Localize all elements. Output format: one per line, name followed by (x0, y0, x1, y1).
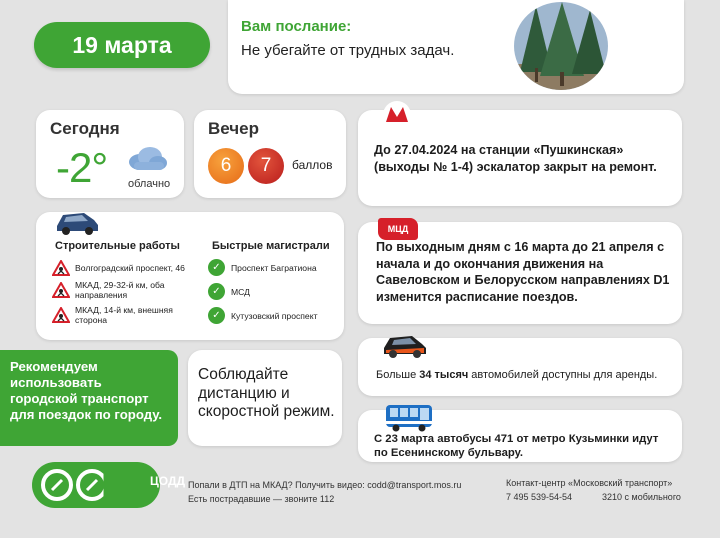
today-weather-card (36, 110, 184, 198)
scores-unit: баллов (292, 158, 333, 172)
roadwork-icon (52, 260, 70, 276)
roadwork-item (52, 260, 202, 276)
carsharing-post: автомобилей доступны для аренды. (468, 369, 658, 381)
date-badge: 19 марта (34, 22, 210, 68)
bus-icon (384, 402, 434, 432)
today-title: Сегодня (50, 119, 120, 138)
distance-card (188, 350, 342, 446)
highway-item (208, 283, 250, 300)
message-title: Вам послание: (241, 18, 352, 35)
codd-logo-icon (38, 466, 142, 504)
weather-condition: облачно (128, 178, 171, 190)
roadwork-icon (52, 307, 70, 323)
accident-line: Попали в ДТП на МКАД? Получить видео: codd@transport.mos.ru (188, 480, 462, 490)
tree-photo (514, 2, 608, 90)
highways-title: Быстрые магистрали (212, 240, 330, 252)
carsharing-text (376, 369, 657, 381)
highway-item (208, 259, 317, 276)
mcd-badge-label: МЦД (387, 224, 409, 234)
roadwork-label: Волгоградский проспект, 46 (75, 263, 185, 273)
bus-news-text: С 23 марта автобусы 471 от метро Кузьминки идут по Есенинскому бульвару. (374, 433, 659, 459)
car-icon (380, 328, 428, 360)
check-icon: ✓ (208, 283, 225, 300)
highway-item (208, 307, 318, 324)
roadwork-icon (52, 282, 70, 298)
contact-mobile: 3210 с мобильного (602, 492, 681, 502)
cloud-icon (126, 144, 168, 172)
logo-text: ЦОДД (150, 474, 186, 488)
highway-label: Кутузовский проспект (231, 310, 318, 321)
roadwork-item (52, 280, 202, 300)
evening-title: Вечер (208, 119, 260, 138)
traffic-score-1: 6 (208, 148, 244, 184)
metro-icon (382, 100, 412, 130)
footer (0, 462, 720, 538)
metro-news-text: До 27.04.2024 на станции «Пушкинская» (выходы № 1-4) эскалатор закрыт на ремонт. (374, 143, 657, 174)
message-text: Не убегайте от трудных задач. (241, 42, 455, 59)
check-icon: ✓ (208, 259, 225, 276)
carsharing-count: 34 тысяч (419, 369, 469, 381)
works-title: Строительные работы (55, 240, 180, 252)
roads-car-icon (54, 206, 100, 236)
contact-title: Контакт-центр «Московский транспорт» (506, 478, 673, 488)
recommend-banner: Рекомендуем использовать городской транспорт для поездок по городу. (0, 350, 178, 446)
message-card (228, 0, 684, 94)
mcd-news-text: По выходным дням с 16 марта до 21 апреля с начала и до окончания движения на Савеловском и Белорусском направлениях D1 изменится расписание поездов. (376, 240, 670, 304)
injured-line: Есть пострадавшие — звоните 112 (188, 494, 335, 504)
evening-traffic-card (194, 110, 346, 198)
mcd-icon (378, 218, 418, 240)
traffic-score-2: 7 (248, 148, 284, 184)
carsharing-pre: Больше (376, 369, 420, 381)
highway-label: Проспект Багратиона (231, 262, 317, 273)
check-icon: ✓ (208, 307, 225, 324)
temperature: -2° (56, 144, 108, 191)
highway-label: МСД (231, 286, 250, 297)
roadwork-label: МКАД, 14-й км, внешняя сторона (75, 305, 173, 325)
codd-logo (32, 462, 186, 508)
distance-text: Соблюдайте дистанцию и скоростной режим. (198, 366, 335, 420)
contact-phone: 7 495 539-54-54 (506, 492, 573, 502)
roadwork-label: МКАД, 29-32-й км, оба направления (75, 280, 165, 300)
roadwork-item (52, 305, 202, 325)
